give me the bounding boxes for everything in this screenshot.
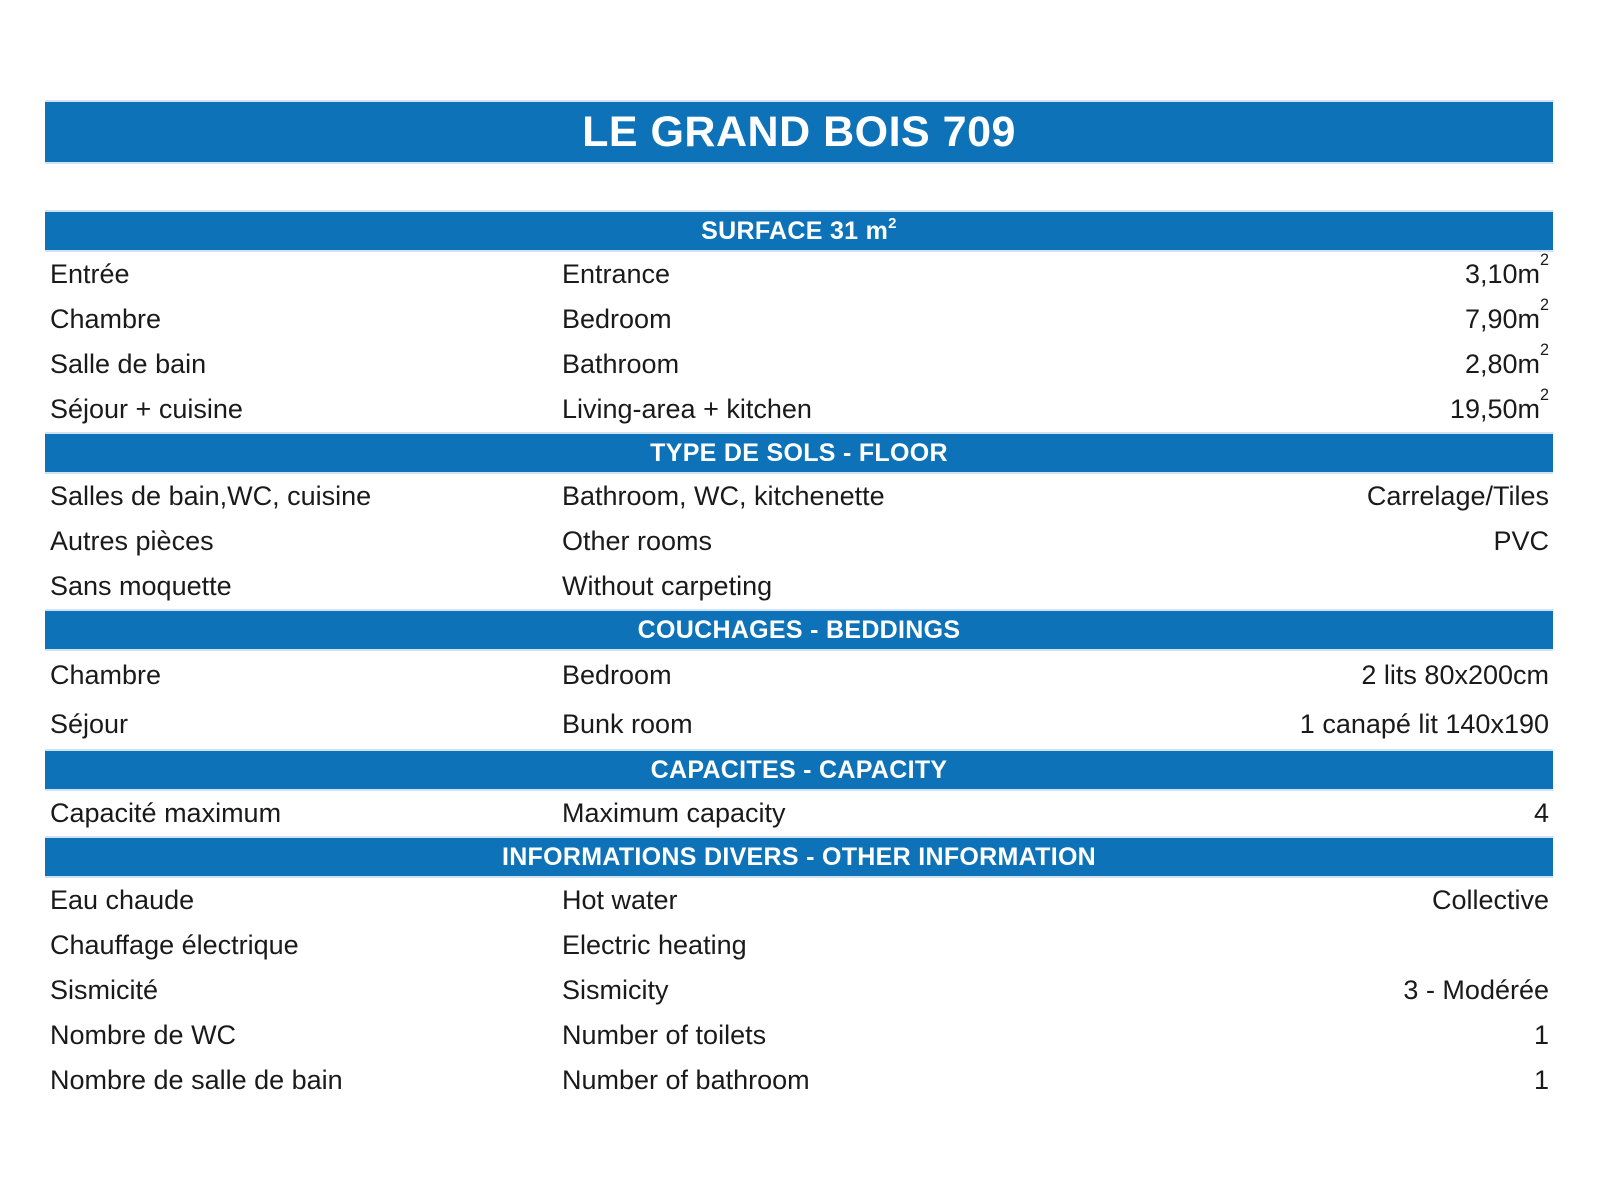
row-label-fr: Séjour (50, 709, 129, 739)
table-row (45, 1013, 1553, 1058)
row-value: 4 (1533, 798, 1549, 828)
table-row (45, 923, 1553, 968)
row-label-en: Number of toilets (562, 1020, 767, 1050)
table-row (45, 252, 1553, 297)
row-label-en: Bedroom (562, 660, 672, 690)
table-row (45, 474, 1553, 519)
table-row (45, 878, 1553, 923)
row-label-fr: Nombre de WC (50, 1020, 237, 1050)
table-row (45, 387, 1553, 432)
row-label-fr: Chambre (50, 660, 162, 690)
section-header-label: CAPACITES - CAPACITY (650, 755, 948, 784)
section-header-beddings (45, 609, 1553, 651)
row-label-fr: Autres pièces (50, 526, 214, 556)
superscript: 2 (1539, 385, 1549, 404)
table-row (45, 1058, 1553, 1103)
row-label-en: Bathroom, WC, kitchenette (562, 481, 885, 511)
row-label-en: Other rooms (562, 526, 713, 556)
row-label-en: Without carpeting (562, 571, 773, 601)
row-value: 3 - Modérée (1403, 975, 1549, 1005)
row-value: $2,80m^2$ (1464, 340, 1549, 379)
table-row (45, 342, 1553, 387)
row-label-fr: Eau chaude (50, 885, 195, 915)
row-label-en: Bunk room (562, 709, 693, 739)
page-title: LE GRAND BOIS 709 (582, 107, 1016, 156)
row-label-fr: Chauffage électrique (50, 930, 299, 960)
superscript: 2 (1539, 295, 1549, 314)
row-value: 1 (1533, 1065, 1549, 1095)
row-label-en: Maximum capacity (562, 798, 786, 828)
row-label-fr: Nombre de salle de bain (50, 1065, 343, 1095)
title-bar (45, 100, 1553, 164)
section-header-label: SURFACE 31 m (701, 216, 889, 245)
row-label-fr: Séjour + cuisine (50, 394, 243, 424)
section-header-floor (45, 432, 1553, 474)
row-label-fr: Capacité maximum (50, 798, 282, 828)
row-value: Collective (1431, 885, 1549, 915)
row-label-en: Hot water (562, 885, 678, 915)
row-value: Carrelage/Tiles (1366, 481, 1549, 511)
section-header-other-information (45, 836, 1553, 878)
section-header-capacity (45, 749, 1553, 791)
row-value: $3,10m^2$ (1464, 250, 1549, 289)
row-label-fr: Sismicité (50, 975, 159, 1005)
section-header-label: TYPE DE SOLS - FLOOR (650, 438, 948, 467)
table-row (45, 791, 1553, 836)
row-value: $19,50m^2$ (1449, 385, 1549, 424)
row-label-fr: Salles de bain,WC, cuisine (50, 481, 372, 511)
section-header-label: COUCHAGES - BEDDINGS (637, 615, 961, 644)
section-header-label: INFORMATIONS DIVERS - OTHER INFORMATION (501, 842, 1097, 871)
row-value: PVC (1493, 526, 1549, 556)
row-label-fr: Salle de bain (50, 349, 207, 379)
table-row (45, 700, 1553, 749)
table-row (45, 519, 1553, 564)
property-fact-sheet (45, 100, 1553, 1103)
row-label-en: Electric heating (562, 930, 747, 960)
row-label-en: Living-area + kitchen (562, 394, 812, 424)
row-label-en: Number of bathroom (562, 1065, 810, 1095)
superscript: 2 (1539, 250, 1549, 269)
row-label-fr: Sans moquette (50, 571, 232, 601)
row-value: $7,90m^2$ (1464, 295, 1549, 334)
table-row (45, 564, 1553, 609)
superscript: 2 (1539, 340, 1549, 359)
row-label-en: Entrance (562, 259, 671, 289)
row-label-en: Sismicity (562, 975, 669, 1005)
row-value: 1 (1533, 1020, 1549, 1050)
row-label-en: Bedroom (562, 304, 672, 334)
table-row (45, 297, 1553, 342)
row-label-en: Bathroom (562, 349, 680, 379)
table-row (45, 651, 1553, 700)
section-header-surface: SURFACE 31 m $^2$ (45, 210, 1553, 252)
table-row (45, 968, 1553, 1013)
row-value: 2 lits 80x200cm (1361, 660, 1549, 690)
row-value: 1 canapé lit 140x190 (1299, 709, 1549, 739)
row-label-fr: Chambre (50, 304, 162, 334)
row-label-fr: Entrée (50, 259, 130, 289)
